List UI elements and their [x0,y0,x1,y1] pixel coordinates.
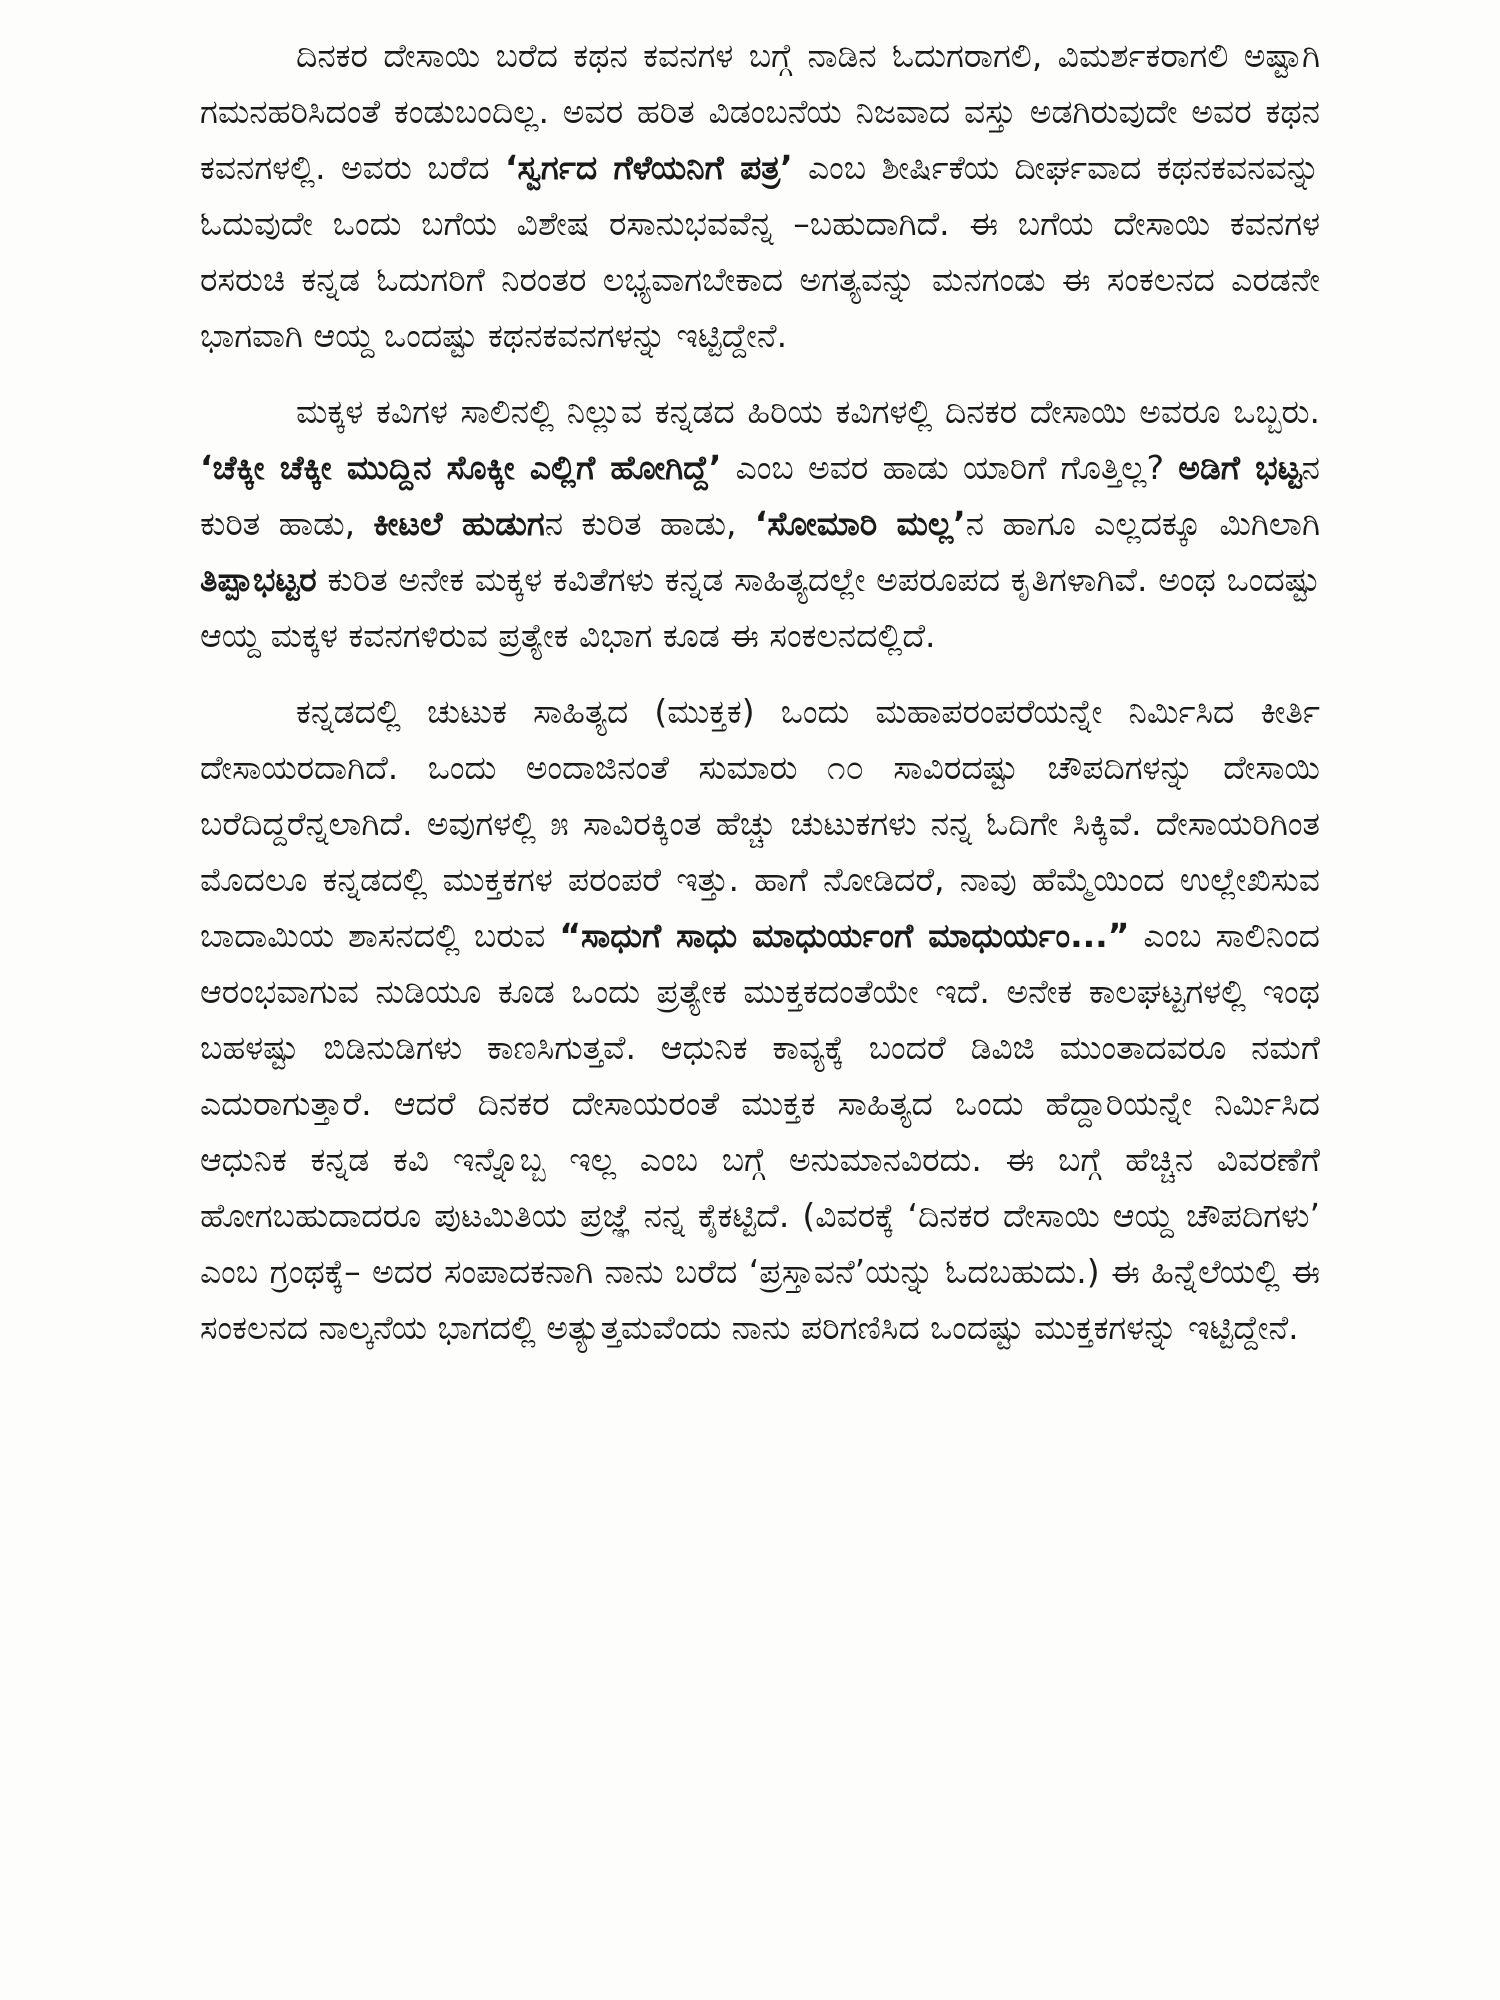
text-run: ಕನ್ನಡದಲ್ಲಿ ಚುಟುಕ ಸಾಹಿತ್ಯದ (ಮುಕ್ತಕ) ಒಂದು ಮಹಾಪರಂಪರೆಯನ್ನೇ ನಿರ್ಮಿಸಿದ ಕೀರ್ತಿ ದೇಸಾಯರದಾಗಿದೆ. ಒಂದು ಅಂದಾಜಿನಂತೆ ಸುಮಾರು ೧೦ ಸಾವಿರದಷ್ಟು ಚೌಪದಿಗಳನ್ನು ದೇಸಾಯಿ ಬರೆದಿದ್ದರೆನ್ನಲಾಗಿದೆ. ಅವುಗಳಲ್ಲಿ ೫ ಸಾವಿರಕ್ಕಿಂತ ಹೆಚ್ಚು ಚುಟುಕಗಳು ನನ್ನ ಓದಿಗೇ ಸಿಕ್ಕಿವೆ. ದೇಸಾಯರಿಗಿಂತ ಮೊದಲೂ ಕನ್ನಡದಲ್ಲಿ ಮುಕ್ತಕಗಳ ಪರಂಪರೆ ಇತ್ತು. ಹಾಗೆ ನೋಡಿದರೆ, ನಾವು ಹೆಮ್ಮೆಯಿಂದ ಉಲ್ಲೇಖಿಸುವ ಬಾದಾಮಿಯ ಶಾಸನದಲ್ಲಿ ಬರುವ [200,692,1320,955]
quotation: “ಸಾಧುಗೆ ಸಾಧು ಮಾಧುರ್ಯಂಗೆ ಮಾಧುರ್ಯಂ...” [559,916,1130,955]
text-run: ನ ಕುರಿತ ಹಾಡು, [544,504,755,543]
bold-term: ‘ಸೋಮಾರಿ ಮಲ್ಲ’ [754,504,966,543]
text-run: ಮಕ್ಕಳ ಕವಿಗಳ ಸಾಲಿನಲ್ಲಿ ನಿಲ್ಲುವ ಕನ್ನಡದ ಹಿರಿಯ ಕವಿಗಳಲ್ಲಿ ದಿನಕರ ದೇಸಾಯಿ ಅವರೂ ಒಬ್ಬರು. [296,392,1320,431]
text-run: ಎಂಬ ಸಾಲಿನಿಂದ ಆರಂಭವಾಗುವ ನುಡಿಯೂ ಕೂಡ ಒಂದು ಪ್ರತ್ಯೇಕ ಮುಕ್ತಕದಂತೆಯೇ ಇದೆ. ಅನೇಕ ಕಾಲಘಟ್ಟಗಳಲ್ಲಿ ಇಂಥ ಬಹಳಷ್ಟು ಬಿಡಿನುಡಿಗಳು ಕಾಣಸಿಗುತ್ತವೆ. ಆಧುನಿಕ ಕಾವ್ಯಕ್ಕೆ ಬಂದರೆ ಡಿವಿಜಿ ಮುಂತಾದವರೂ ನಮಗೆ ಎದುರಾಗುತ್ತಾರೆ. ಆದರೆ ದಿನಕರ ದೇಸಾಯರಂತೆ ಮುಕ್ತಕ ಸಾಹಿತ್ಯದ ಒಂದು ಹೆದ್ದಾರಿಯನ್ನೇ ನಿರ್ಮಿಸಿದ ಆಧುನಿಕ ಕನ್ನಡ ಕವಿ ಇನ್ನೊಬ್ಬ ಇಲ್ಲ ಎಂಬ ಬಗ್ಗೆ ಅನುಮಾನವಿರದು. ಈ ಬಗ್ಗೆ ಹೆಚ್ಚಿನ ವಿವರಣೆಗೆ ಹೋಗಬಹುದಾದರೂ ಪುಟಮಿತಿಯ ಪ್ರಜ್ಞೆ ನನ್ನ ಕೈಕಟ್ಟಿದೆ. (ವಿವರಕ್ಕೆ ‘ದಿನಕರ ದೇಸಾಯಿ ಆಯ್ದ ಚೌಪದಿಗಳು’ ಎಂಬ ಗ್ರಂಥಕ್ಕೆ– ಅದರ ಸಂಪಾದಕನಾಗಿ ನಾನು ಬರೆದ ‘ಪ್ರಸ್ತಾವನೆ’ಯನ್ನು ಓದಬಹುದು.) ಈ ಹಿನ್ನೆಲೆಯಲ್ಲಿ ಈ ಸಂಕಲನದ ನಾಲ್ಕನೆಯ ಭಾಗದಲ್ಲಿ ಅತ್ಯುತ್ತಮವೆಂದು ನಾನು ಪರಿಗಣಿಸಿದ ಒಂದಷ್ಟು ಮುಕ್ತಕಗಳನ್ನು ಇಟ್ಟಿದ್ದೇನೆ. [200,916,1320,1347]
text-run: ನ ಕುರಿತ ಹಾಡು, [200,448,1320,543]
text-run: ದಿನಕರ ದೇಸಾಯಿ ಬರೆದ ಕಥನ ಕವನಗಳ ಬಗ್ಗೆ ನಾಡಿನ ಓದುಗರಾಗಲಿ, ವಿಮರ್ಶಕರಾಗಲಿ ಅಷ್ಟಾಗಿ ಗಮನಹರಿಸಿದಂತೆ ಕಂಡುಬಂದಿಲ್ಲ. ಅವರ ಹರಿತ ವಿಡಂಬನೆಯ ನಿಜವಾದ ವಸ್ತು ಅಡಗಿರುವುದೇ ಅವರ ಕಥನ ಕವನಗಳಲ್ಲಿ. ಅವರು ಬರೆದ [200,36,1320,187]
bold-term: ಅಡಿಗೆ ಭಟ್ಟ [1178,448,1302,487]
bold-term: ಕೀಟಲೆ ಹುಡುಗ [373,504,545,543]
body-text [200,28,1320,1376]
text-run: ಕುರಿತ ಅನೇಕ ಮಕ್ಕಳ ಕವಿತೆಗಳು ಕನ್ನಡ ಸಾಹಿತ್ಯದಲ್ಲೇ ಅಪರೂಪದ ಕೃತಿಗಳಾಗಿವೆ. ಅಂಥ ಒಂದಷ್ಟು ಆಯ್ದ ಮಕ್ಕಳ ಕವನಗಳಿರುವ ಪ್ರತ್ಯೇಕ ವಿಭಾಗ ಕೂಡ ಈ ಸಂಕಲನದಲ್ಲಿದೆ. [200,560,1320,655]
song-title: ‘ಚೆಕ್ಕೀ ಚೆಕ್ಕೀ ಮುದ್ದಿನ ಸೊಕ್ಕೀ ಎಲ್ಲಿಗೆ ಹೋಗಿದ್ದೆ’ [200,448,722,487]
bold-term: ತಿಪ್ಪಾಭಟ್ಟರ [200,560,317,599]
paragraph-3 [200,684,1320,1356]
paragraph-1 [200,28,1320,364]
paragraph-2 [200,384,1320,664]
text-run: ನ ಹಾಗೂ ಎಲ್ಲದಕ್ಕೂ ಮಿಗಿಲಾಗಿ [965,504,1321,543]
poem-title: ‘ಸ್ವರ್ಗದ ಗೆಳೆಯನಿಗೆ ಪತ್ರ’ [504,148,793,187]
text-run: ಎಂಬ ಅವರ ಹಾಡು ಯಾರಿಗೆ ಗೊತ್ತಿಲ್ಲ? [721,448,1179,487]
text-run: ಎಂಬ ಶೀರ್ಷಿಕೆಯ ದೀರ್ಘವಾದ ಕಥನಕವನವನ್ನು ಓದುವುದೇ ಒಂದು ಬಗೆಯ ವಿಶೇಷ ರಸಾನುಭವವೆನ್ನ –ಬಹುದಾಗಿದೆ. ಈ ಬಗೆಯ ದೇಸಾಯಿ ಕವನಗಳ ರಸರುಚಿ ಕನ್ನಡ ಓದುಗರಿಗೆ ನಿರಂತರ ಲಭ್ಯವಾಗಬೇಕಾದ ಅಗತ್ಯವನ್ನು ಮನಗಂಡು ಈ ಸಂಕಲನದ ಎರಡನೇ ಭಾಗವಾಗಿ ಆಯ್ದ ಒಂದಷ್ಟು ಕಥನಕವನಗಳನ್ನು ಇಟ್ಟಿದ್ದೇನೆ. [200,148,1320,355]
